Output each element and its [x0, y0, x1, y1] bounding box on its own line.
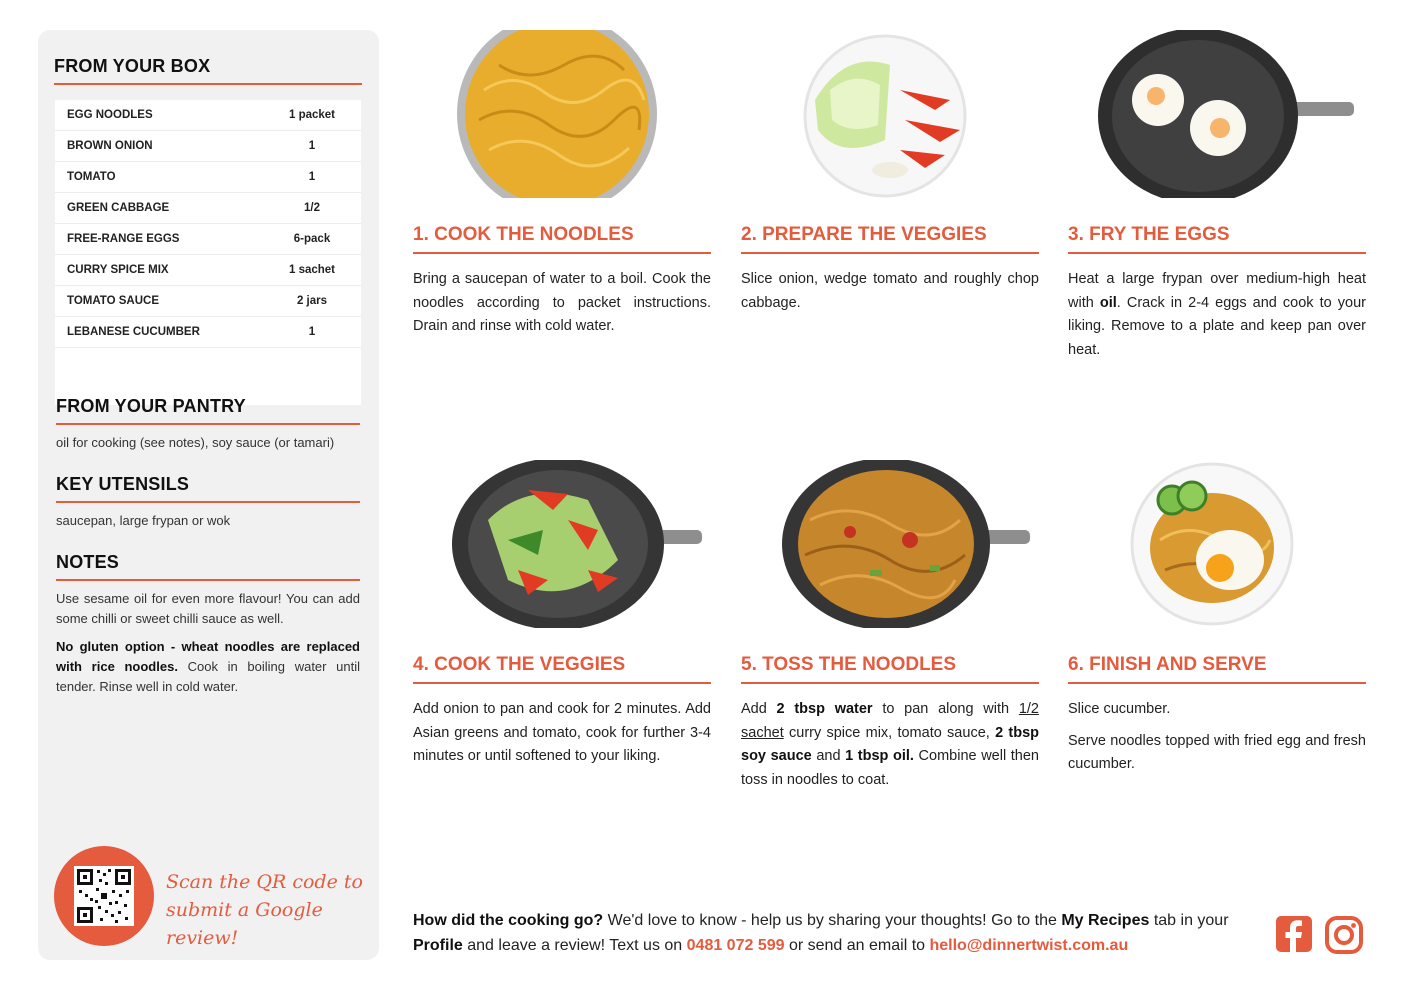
- step-4: [413, 654, 711, 769]
- footer-bold: How did the cooking go?: [413, 912, 604, 929]
- ingredient-qty: 1: [308, 140, 316, 152]
- step-paragraph: Serve noodles topped with fried egg and fresh cucumber.: [1068, 732, 1366, 772]
- step-1: [413, 224, 711, 339]
- text-run: . Crack in 2-4 eggs and cook to your liking. Remove to a plate and keep pan over heat.: [1068, 294, 1366, 358]
- table-row: [55, 100, 361, 131]
- notes-rest: Cook in boiling water until tender. Rinse well in cold water.: [56, 659, 361, 694]
- step-text: Slice onion, wedge tomato and roughly chop cabbage.: [741, 271, 1039, 311]
- qr-caption: [166, 868, 379, 952]
- notes-bold: No gluten option - wheat noodles are replaced with rice noodles.: [56, 639, 360, 674]
- ingredient-qty: 1: [308, 326, 316, 338]
- facebook-icon[interactable]: [1276, 916, 1312, 952]
- wok-noodles-image: [780, 460, 1032, 628]
- table-row: [55, 317, 361, 348]
- ingredient-name: LEBANESE CUCUMBER: [67, 326, 200, 338]
- ingredients-table: [55, 100, 361, 405]
- text-run: Heat a large frypan over medium-high heat with: [1068, 271, 1366, 311]
- qr-badge[interactable]: [54, 846, 154, 946]
- notes-text: [56, 589, 360, 697]
- my-recipes-link[interactable]: My Recipes: [1061, 912, 1150, 929]
- utensils-title: KEY UTENSILS: [56, 474, 190, 494]
- table-row: [55, 224, 361, 255]
- notes-paragraph: [56, 637, 360, 697]
- step-text: Add onion to pan and cook for 2 minutes. Add Asian greens and tomato, cook for further 3-4 minutes or until softened to your liking.: [413, 701, 711, 764]
- divider: [56, 423, 360, 425]
- footer-text: tab in your: [1149, 912, 1229, 929]
- ingredient-qty: 1/2: [304, 202, 320, 214]
- divider: [54, 83, 362, 85]
- email-link[interactable]: hello@dinnertwist.com.au: [929, 937, 1129, 954]
- noodles-pot-image: [454, 30, 660, 198]
- step-title: 2. PREPARE THE VEGGIES: [741, 224, 1039, 254]
- notes-section: [56, 552, 360, 705]
- notes-paragraph: Use sesame oil for even more flavour! You can add some chilli or sweet chilli sauce as well.: [56, 591, 360, 626]
- table-row: [55, 162, 361, 193]
- ingredient-name: EGG NOODLES: [67, 109, 153, 121]
- table-row: [55, 131, 361, 162]
- ingredient-name: TOMATO: [67, 171, 116, 183]
- phone-link[interactable]: 0481 072 599: [686, 937, 785, 954]
- text-run: Combine well then toss in noodles to coat.: [741, 748, 1039, 788]
- review-footer: [413, 908, 1263, 958]
- ingredient-name: GREEN CABBAGE: [67, 202, 170, 214]
- notes-title: NOTES: [56, 552, 120, 572]
- instagram-icon[interactable]: [1325, 916, 1363, 954]
- plated-dish-image: [1130, 460, 1294, 628]
- profile-link[interactable]: Profile: [413, 937, 463, 954]
- table-row: [55, 193, 361, 224]
- ingredient-qty: 6-pack: [293, 233, 331, 245]
- pantry-title: FROM YOUR PANTRY: [56, 396, 246, 416]
- chopped-veggies-image: [800, 30, 970, 198]
- utensils-section: [56, 474, 360, 531]
- ingredient-name: TOMATO SAUCE: [67, 295, 160, 307]
- footer-text: We'd love to know - help us by sharing your thoughts! Go to the: [603, 912, 1062, 929]
- step-title: 3. FRY THE EGGS: [1068, 224, 1366, 254]
- text-run: Add: [741, 701, 777, 717]
- ingredient-qty: 2 jars: [296, 295, 328, 307]
- step-text: [1068, 268, 1366, 362]
- table-row: [55, 255, 361, 286]
- step-text: Bring a saucepan of water to a boil. Cook the noodles according to packet instructions. Drain and rinse with cold water.: [413, 271, 711, 334]
- text-bold: 2 tbsp water: [776, 701, 873, 717]
- text-bold: 2 tbsp soy sauce: [741, 724, 1040, 764]
- table-row: [55, 286, 361, 317]
- pantry-section: [56, 396, 360, 453]
- step-text: [1068, 698, 1366, 777]
- from-your-box-title: FROM YOUR BOX: [54, 56, 211, 76]
- qr-code-icon[interactable]: [74, 866, 134, 926]
- divider: [56, 501, 360, 503]
- step-title: 5. TOSS THE NOODLES: [741, 654, 1039, 684]
- text-bold: 1 tbsp oil.: [845, 748, 914, 764]
- ingredient-qty: 1: [308, 171, 316, 183]
- step-title: 4. COOK THE VEGGIES: [413, 654, 711, 684]
- qr-caption-line: submit a Google review!: [166, 899, 323, 949]
- utensils-text: saucepan, large frypan or wok: [56, 513, 231, 528]
- step-6: [1068, 654, 1366, 785]
- step-title: 6. FINISH AND SERVE: [1068, 654, 1366, 684]
- step-text: [741, 698, 1039, 792]
- pantry-text: oil for cooking (see notes), soy sauce (or tamari): [56, 435, 335, 450]
- ingredient-qty: 1 packet: [288, 109, 336, 121]
- text-bold: oil: [1099, 294, 1117, 311]
- step-paragraph: Slice cucumber.: [1068, 701, 1171, 717]
- from-your-box-section: [54, 56, 362, 85]
- step-2: [741, 224, 1039, 315]
- ingredient-qty: 1 sachet: [288, 264, 336, 276]
- wok-veggies-image: [448, 460, 704, 628]
- divider: [56, 579, 360, 581]
- text-run: and: [811, 748, 846, 764]
- footer-text: and leave a review! Text us on: [462, 937, 687, 954]
- step-title: 1. COOK THE NOODLES: [413, 224, 711, 254]
- text-underline: 1/2 sachet: [741, 701, 1039, 741]
- qr-caption-line: Scan the QR code to: [166, 871, 363, 893]
- ingredient-name: CURRY SPICE MIX: [67, 264, 169, 276]
- step-5: [741, 654, 1039, 792]
- text-run: curry spice mix, tomato sauce,: [783, 724, 996, 741]
- sidebar: [38, 30, 379, 960]
- ingredient-name: BROWN ONION: [67, 140, 153, 152]
- step-3: [1068, 224, 1366, 362]
- frypan-eggs-image: [1098, 30, 1358, 198]
- text-run: to pan along with: [872, 701, 1019, 717]
- footer-text: or send an email to: [784, 937, 930, 954]
- ingredient-name: FREE-RANGE EGGS: [67, 233, 180, 245]
